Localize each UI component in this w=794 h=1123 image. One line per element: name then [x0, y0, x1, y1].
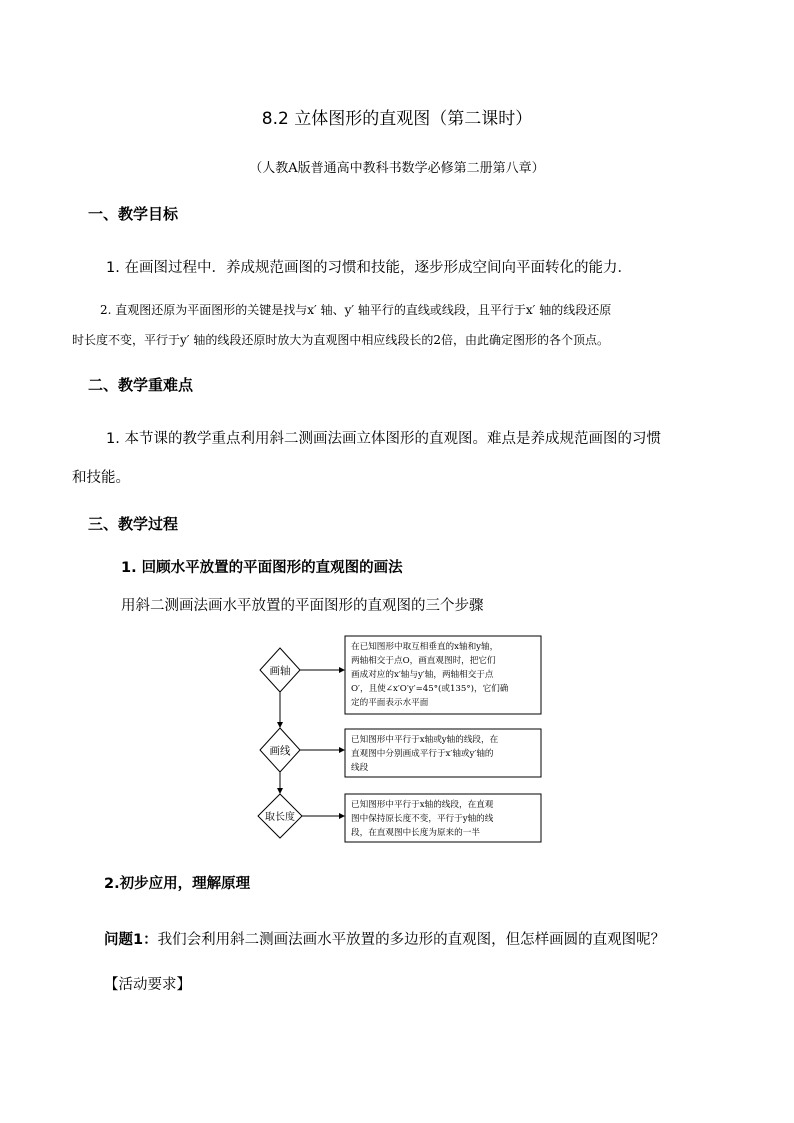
arrow-right-2-head	[339, 747, 345, 753]
arrow-right-3-head	[339, 813, 345, 819]
key-points-heading: 二、教学重难点	[88, 376, 194, 394]
flow-box-axes-line: 两轴相交于点O，画直观图时，把它们	[351, 656, 496, 666]
goal-2-line1: 2. 直观图还原为平面图形的关键是找与x′ 轴、y′ 轴平行的直线或线段，且平行于x′ 轴的线段还原	[100, 303, 612, 317]
key-points-line2: 和技能。	[72, 470, 130, 486]
flow-box-length-line: 段，在直观图中长度为原来的一半	[351, 828, 480, 838]
question-1-label: 问题1：	[104, 932, 158, 948]
flowchart-diagram	[250, 630, 550, 850]
process-heading: 三、教学过程	[88, 515, 179, 533]
step1-heading: 1. 回顾水平放置的平面图形的直观图的画法	[121, 560, 403, 576]
arrow-down-1-head	[277, 722, 283, 728]
step2-heading: 2.初步应用，理解原理	[104, 876, 251, 892]
flow-box-axes-line: 画成对应的x′轴与y′轴，两轴相交于点	[351, 670, 494, 680]
page-subtitle: （人教A版普通高中教科书数学必修第二册第八章）	[249, 161, 545, 176]
flow-box-lines-line: 已知图形中平行于x轴或y轴的线段，在	[351, 735, 499, 745]
goal-1: 1. 在画图过程中．养成规范画图的习惯和技能，逐步形成空间向平面转化的能力．	[106, 260, 632, 276]
flow-node-length-label: 取长度	[265, 812, 295, 823]
flow-node-lines-label: 画线	[269, 745, 291, 757]
flow-box-lines-line: 线段	[351, 763, 369, 773]
flow-box-axes-line: 在已知图形中取互相垂直的x轴和y轴，	[351, 642, 499, 652]
flow-box-axes-line: 定的平面表示水平面	[351, 698, 429, 708]
arrow-right-1-head	[339, 667, 345, 673]
goals-heading: 一、教学目标	[88, 205, 179, 223]
flow-box-lines-line: 直观图中分别画成平行于x′轴或y′轴的	[351, 749, 494, 759]
page-title: 8.2 立体图形的直观图（第二课时）	[261, 109, 533, 129]
flow-box-length-line: 已知图形中平行于x轴的线段，在直观	[351, 800, 494, 810]
flow-box-length-text	[351, 798, 494, 838]
goal-2-line2: 时长度不变，平行于y′ 轴的线段还原时放大为直观图中相应线段长的2倍，由此确定图形的各个顶点。	[72, 333, 609, 347]
question-1-text: 我们会利用斜二测画法画水平放置的多边形的直观图，但怎样画圆的直观图呢？	[157, 932, 666, 948]
arrow-down-2-head	[277, 788, 283, 794]
flow-box-length-line: 图中保持原长度不变，平行于y轴的线	[351, 814, 494, 824]
flow-node-axes-label: 画轴	[269, 665, 291, 677]
flow-box-axes-line: O′，且使∠x′O′y′=45°(或135°)，它们确	[351, 684, 509, 694]
step1-intro: 用斜二测画法画水平放置的平面图形的直观图的三个步骤	[121, 598, 484, 614]
activity-requirements: 【活动要求】	[104, 977, 191, 993]
key-points-line1: 1. 本节课的教学重点利用斜二测画法画立体图形的直观图。难点是养成规范画图的习惯	[106, 431, 661, 447]
question-1	[104, 928, 665, 949]
